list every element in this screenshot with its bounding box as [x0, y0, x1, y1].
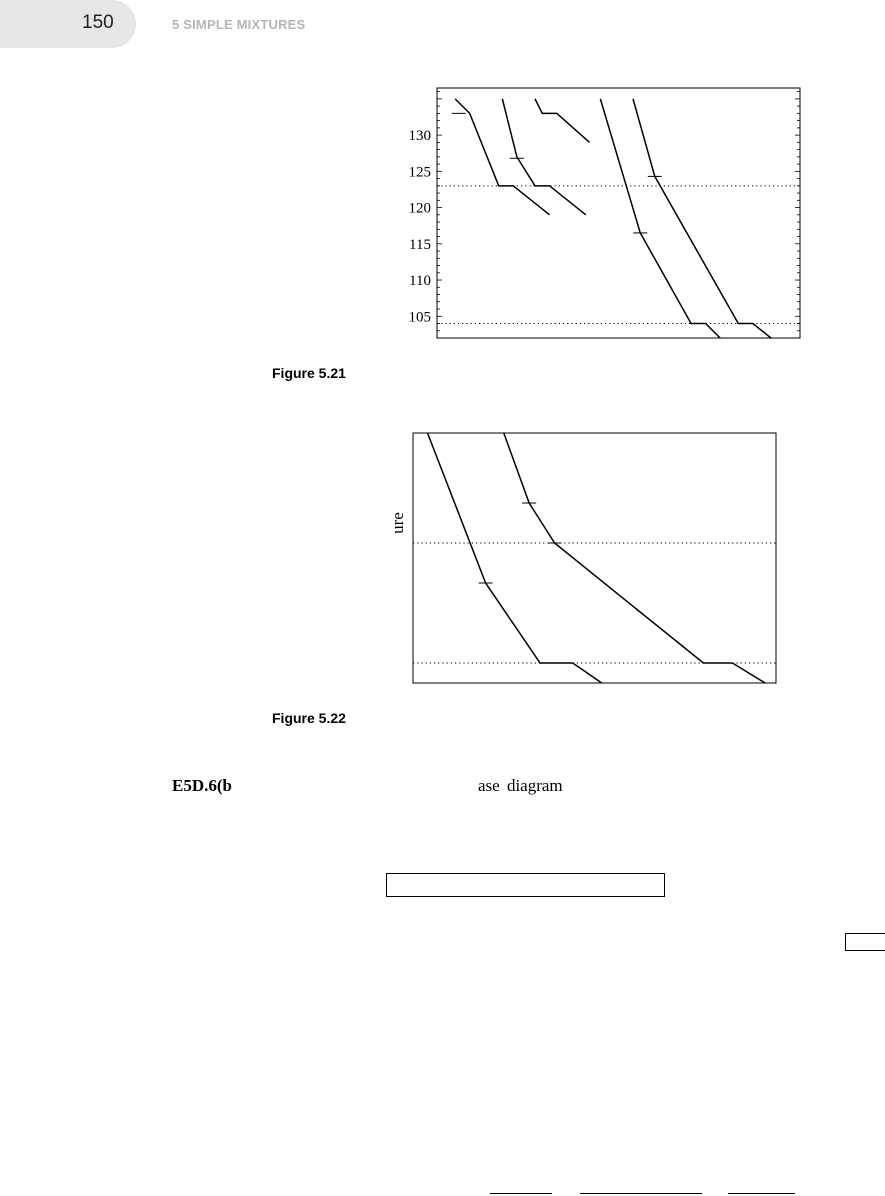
series-line-1 — [428, 433, 602, 683]
y-tick-label: 115 — [409, 236, 431, 253]
y-tick-label: 120 — [408, 200, 431, 217]
series-line-3 — [535, 99, 589, 142]
figure-5-22-caption: Figure 5.22 — [272, 710, 346, 726]
fraction-rule — [728, 1193, 795, 1194]
fraction-rule — [580, 1193, 702, 1194]
exercise-label: E5D.6(b — [172, 776, 232, 795]
series-line-4 — [600, 99, 720, 338]
running-head: 5 SIMPLE MIXTURES — [172, 17, 306, 32]
exercise-text-fragment: ase diagram — [478, 776, 563, 795]
series-line-2 — [504, 433, 765, 683]
figure-5-21-caption: Figure 5.21 — [272, 365, 346, 381]
series-line-1 — [455, 99, 549, 215]
y-tick-label: 105 — [408, 309, 431, 326]
y-tick-label: 110 — [409, 273, 431, 290]
fraction-rule — [490, 1193, 552, 1194]
y-tick-label: 130 — [408, 128, 431, 145]
y-axis-label: ure — [388, 512, 407, 534]
series-line-2 — [502, 99, 585, 215]
plot-frame — [413, 433, 776, 683]
plot-frame — [437, 88, 800, 338]
series-line-5 — [633, 99, 771, 338]
figure-5-22-plot — [380, 425, 790, 690]
y-tick-label: 125 — [408, 164, 431, 181]
page-number: 150 — [82, 12, 114, 33]
margin-box — [845, 933, 885, 951]
page-number-tab — [0, 0, 136, 48]
answer-box — [386, 873, 665, 897]
figure-5-21-plot — [380, 80, 810, 345]
